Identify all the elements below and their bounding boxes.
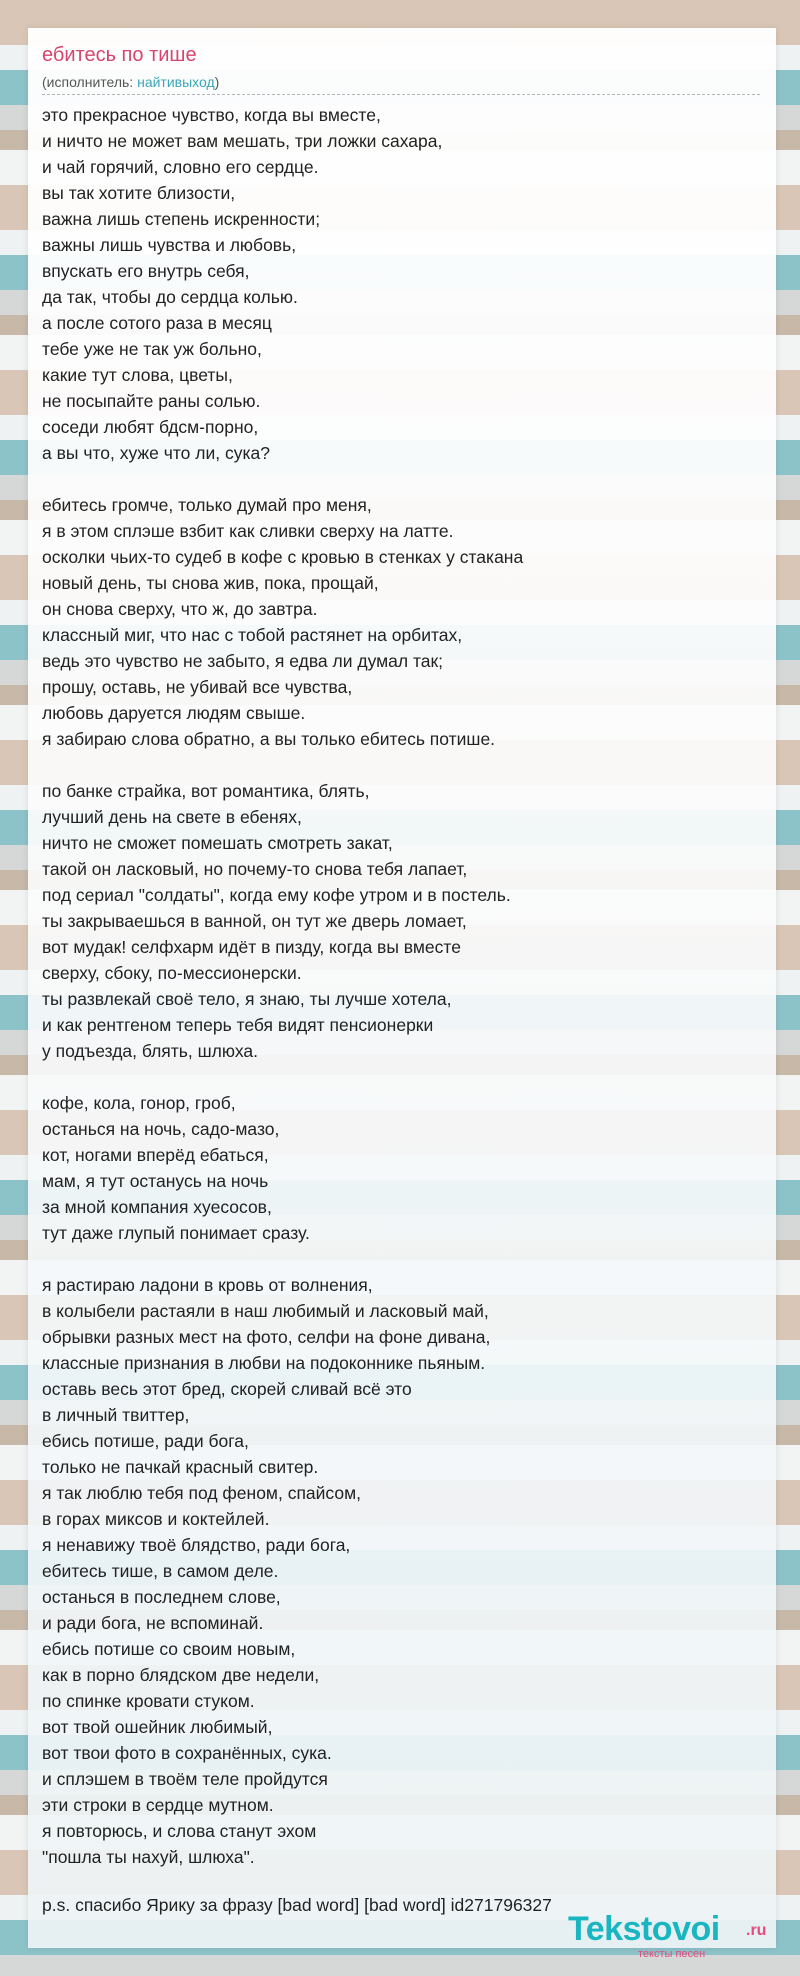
- lyric-line: сверху, сбоку, по-мессионерски.: [42, 963, 302, 983]
- lyric-line: впускать его внутрь себя,: [42, 261, 250, 281]
- title-divider: [42, 94, 760, 95]
- stanza-gap: [42, 1246, 762, 1272]
- performer-suffix: ): [214, 74, 220, 90]
- lyric-line: это прекрасное чувство, когда вы вместе,: [42, 105, 381, 125]
- lyric-line: какие тут слова, цветы,: [42, 365, 233, 385]
- lyric-line: как в порно блядском две недели,: [42, 1665, 320, 1685]
- lyrics-card: [28, 28, 776, 1948]
- lyric-line: вот мудак! селфхарм идёт в пизду, когда вы вместе: [42, 937, 461, 957]
- performer-prefix: (исполнитель:: [42, 74, 138, 90]
- lyric-line: осколки чьих-то судеб в кофе с кровью в стенках у стакана: [42, 547, 524, 567]
- lyric-line: останься на ночь, садо-мазо,: [42, 1119, 280, 1139]
- lyric-line: прошу, оставь, не убивай все чувства,: [42, 677, 353, 697]
- lyric-line: вы так хотите близости,: [42, 183, 236, 203]
- lyric-line: любовь даруется людям свыше.: [42, 703, 306, 723]
- lyric-line: ведь это чувство не забыто, я едва ли думал так;: [42, 651, 444, 671]
- lyric-line: тут даже глупый понимает сразу.: [42, 1223, 310, 1243]
- lyric-line: ничто не сможет помешать смотреть закат,: [42, 833, 393, 853]
- lyric-line: ебитесь громче, только думай про меня,: [42, 495, 372, 515]
- lyric-line: мам, я тут останусь на ночь: [42, 1171, 269, 1191]
- lyric-line: ты развлекай своё тело, я знаю, ты лучше хотела,: [42, 989, 452, 1009]
- lyric-line: кот, ногами вперёд ебаться,: [42, 1145, 269, 1165]
- lyric-line: по спинке кровати стуком.: [42, 1691, 255, 1711]
- lyric-line: не посыпайте раны солью.: [42, 391, 261, 411]
- lyric-line: классный миг, что нас с тобой растянет на орбитах,: [42, 625, 463, 645]
- lyric-line: и ничто не может вам мешать, три ложки сахара,: [42, 131, 443, 151]
- logo-tagline: тексты песен: [638, 1948, 706, 1960]
- lyric-line: только не пачкай красный свитер.: [42, 1457, 319, 1477]
- lyric-line: в горах миксов и коктейлей.: [42, 1509, 270, 1529]
- lyric-line: ебись потише, ради бога,: [42, 1431, 249, 1451]
- lyric-line: а вы что, хуже что ли, сука?: [42, 443, 270, 463]
- site-logo[interactable]: [568, 1910, 778, 1960]
- performer-link[interactable]: найтивыход: [137, 74, 215, 90]
- performer-line: [42, 74, 219, 90]
- logo-wordmark: Tekstovoi: [568, 1910, 720, 1948]
- lyric-line: да так, чтобы до сердца колью.: [42, 287, 298, 307]
- lyric-line: в личный твиттер,: [42, 1405, 190, 1425]
- lyric-line: я так люблю тебя под феном, спайсом,: [42, 1483, 361, 1503]
- stanza-gap: [42, 1064, 762, 1090]
- lyric-line: я в этом сплэше взбит как сливки сверху на латте.: [42, 521, 454, 541]
- lyric-line: у подъезда, блять, шлюха.: [42, 1041, 258, 1061]
- stanza-gap: [42, 466, 762, 492]
- lyric-line: и ради бога, не вспоминай.: [42, 1613, 264, 1633]
- lyrics-text: [42, 102, 762, 1870]
- lyric-line: оставь весь этот бред, скорей сливай всё это: [42, 1379, 412, 1399]
- lyric-line: важны лишь чувства и любовь,: [42, 235, 297, 255]
- lyric-line: соседи любят бдсм-порно,: [42, 417, 259, 437]
- lyric-line: новый день, ты снова жив, пока, прощай,: [42, 573, 379, 593]
- song-title: ебитесь по тише: [42, 44, 197, 66]
- lyric-line: лучший день на свете в ебенях,: [42, 807, 302, 827]
- lyric-line: вот твой ошейник любимый,: [42, 1717, 273, 1737]
- lyric-line: обрывки разных мест на фото, селфи на фоне дивана,: [42, 1327, 491, 1347]
- lyric-line: в колыбели растаяли в наш любимый и ласковый май,: [42, 1301, 489, 1321]
- lyric-line: ты закрываешься в ванной, он тут же дверь ломает,: [42, 911, 467, 931]
- lyric-line: и сплэшем в твоём теле пройдутся: [42, 1769, 328, 1789]
- lyric-line: я растираю ладони в кровь от волнения,: [42, 1275, 373, 1295]
- lyric-line: а после сотого раза в месяц: [42, 313, 272, 333]
- lyric-line: вот твои фото в сохранённых, сука.: [42, 1743, 332, 1763]
- lyric-line: кофе, кола, гонор, гроб,: [42, 1093, 236, 1113]
- lyric-line: ебись потише со своим новым,: [42, 1639, 296, 1659]
- lyric-line: за мной компания хуесосов,: [42, 1197, 272, 1217]
- lyric-line: такой он ласковый, но почему-то снова тебя лапает,: [42, 859, 468, 879]
- lyric-line: и чай горячий, словно его сердце.: [42, 157, 319, 177]
- lyric-line: важна лишь степень искренности;: [42, 209, 321, 229]
- lyric-line: он снова сверху, что ж, до завтра.: [42, 599, 318, 619]
- logo-tld: .ru: [746, 1922, 767, 1939]
- stanza-gap: [42, 752, 762, 778]
- footer-note: p.s. спасибо Ярику за фразу [bad word] [bad word] id271796327: [42, 1895, 552, 1915]
- lyric-line: я забираю слова обратно, а вы только ебитесь потише.: [42, 729, 496, 749]
- lyric-line: "пошла ты нахуй, шлюха".: [42, 1847, 255, 1867]
- lyric-line: по банке страйка, вот романтика, блять,: [42, 781, 370, 801]
- lyric-line: я повторюсь, и слова станут эхом: [42, 1821, 317, 1841]
- lyric-line: тебе уже не так уж больно,: [42, 339, 262, 359]
- lyric-line: эти строки в сердце мутном.: [42, 1795, 274, 1815]
- lyric-line: и как рентгеном теперь тебя видят пенсионерки: [42, 1015, 434, 1035]
- lyric-line: ебитесь тише, в самом деле.: [42, 1561, 279, 1581]
- lyric-line: под сериал "солдаты", когда ему кофе утром и в постель.: [42, 885, 511, 905]
- lyric-line: я ненавижу твоё блядство, ради бога,: [42, 1535, 351, 1555]
- lyric-line: классные признания в любви на подоконнике пьяным.: [42, 1353, 486, 1373]
- lyric-line: останься в последнем слове,: [42, 1587, 281, 1607]
